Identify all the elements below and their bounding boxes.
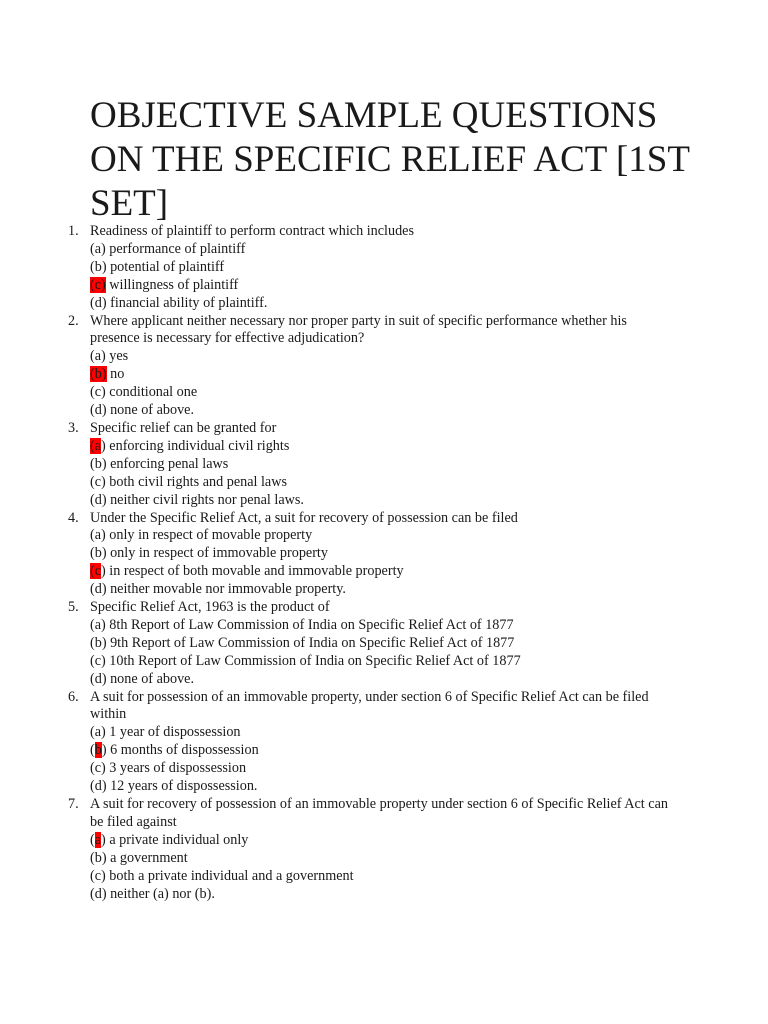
question-number: 4. <box>68 509 79 526</box>
question-text: Specific Relief Act, 1963 is the product of <box>90 599 330 616</box>
question-number: 6. <box>68 688 79 705</box>
option-text: (b) 9th Report of Law Commission of India on Specific Relief Act of 1877 <box>90 634 515 651</box>
answer-highlight: (c <box>90 563 102 580</box>
question-number: 2. <box>68 312 79 329</box>
answer-option <box>90 760 768 778</box>
answer-highlight: a <box>94 831 102 848</box>
option-text: (c) both civil rights and penal laws <box>90 473 287 490</box>
question-number: 3. <box>68 419 79 436</box>
answer-option <box>90 724 768 742</box>
question-text: Readiness of plaintiff to perform contract which includes <box>90 223 414 239</box>
answer-option <box>90 850 768 868</box>
answer-option <box>90 402 768 420</box>
option-text: (d) 12 years of dispossession. <box>90 778 258 795</box>
option-text: (d) neither movable nor immovable property. <box>90 581 346 598</box>
option-text: (b) a government <box>90 849 188 866</box>
option-list <box>0 438 768 510</box>
answer-option <box>90 581 768 599</box>
answer-highlight: (b) <box>90 366 107 383</box>
option-text: ) enforcing individual civil rights <box>101 437 290 454</box>
question-item <box>0 689 768 796</box>
option-text: (c) 10th Report of Law Commission of India on Specific Relief Act of 1877 <box>90 652 521 669</box>
option-list <box>0 724 768 796</box>
option-text: ) a private individual only <box>101 831 249 848</box>
option-list <box>0 241 768 313</box>
answer-option <box>90 259 768 277</box>
answer-option <box>90 832 768 850</box>
answer-option <box>90 868 768 886</box>
answer-option <box>90 886 768 904</box>
option-text: willingness of plaintiff <box>105 276 239 293</box>
question-text: Specific relief can be granted for <box>90 419 277 436</box>
answer-option <box>90 742 768 760</box>
option-text: (a) yes <box>90 348 129 365</box>
option-text: (b) enforcing penal laws <box>90 455 229 472</box>
answer-option <box>90 527 768 545</box>
question-text: Where applicant neither necessary nor proper party in suit of specific performance whether his presence is necessary for effective adjudication? <box>90 312 627 347</box>
answer-option <box>90 295 768 313</box>
question-item <box>0 420 768 510</box>
option-text: (d) neither (a) nor (b). <box>90 885 215 902</box>
answer-option <box>90 492 768 510</box>
option-text: (b) only in respect of immovable property <box>90 545 328 562</box>
answer-option <box>90 563 768 581</box>
option-text: (a) 8th Report of Law Commission of India on Specific Relief Act of 1877 <box>90 616 514 633</box>
question-number: 7. <box>68 796 79 812</box>
question-item <box>0 510 768 600</box>
option-list <box>0 527 768 599</box>
answer-option <box>90 277 768 295</box>
question-text: A suit for recovery of possession of an immovable property under section 6 of Specific Relief Act can be filed against <box>90 796 668 830</box>
option-prefix: ( <box>90 831 95 848</box>
question-item <box>0 796 768 903</box>
question-text: Under the Specific Relief Act, a suit for recovery of possession can be filed <box>90 509 518 526</box>
answer-highlight: (c) <box>90 276 106 293</box>
answer-option <box>90 653 768 671</box>
question-number: 5. <box>68 599 79 616</box>
option-text: (d) neither civil rights nor penal laws. <box>90 491 304 508</box>
question-text: A suit for possession of an immovable property, under section 6 of Specific Relief Act can be filed within <box>90 688 649 723</box>
option-text: (b) potential of plaintiff <box>90 258 225 275</box>
question-item <box>0 599 768 689</box>
option-text: (c) 3 years of dispossession <box>90 760 247 777</box>
question-number: 1. <box>68 223 79 239</box>
option-text: (c) both a private individual and a government <box>90 867 354 884</box>
option-list <box>0 832 768 904</box>
answer-option <box>90 384 768 402</box>
option-text: (c) conditional one <box>90 384 198 401</box>
option-prefix: ( <box>90 742 95 759</box>
option-list <box>0 348 768 420</box>
answer-highlight: b <box>94 742 102 759</box>
answer-option <box>90 241 768 259</box>
option-text: (d) none of above. <box>90 670 195 687</box>
answer-option <box>90 545 768 563</box>
question-list <box>0 223 768 903</box>
option-text: (d) financial ability of plaintiff. <box>90 294 268 311</box>
option-text: ) 6 months of dispossession <box>101 742 259 759</box>
option-text: (d) none of above. <box>90 402 195 419</box>
answer-option <box>90 617 768 635</box>
option-text: ) in respect of both movable and immovable property <box>101 563 404 580</box>
answer-option <box>90 348 768 366</box>
option-text: (a) performance of plaintiff <box>90 240 246 257</box>
answer-option <box>90 438 768 456</box>
question-item <box>0 313 768 420</box>
answer-option <box>90 474 768 492</box>
answer-option <box>90 366 768 384</box>
option-text: (a) 1 year of dispossession <box>90 724 241 741</box>
answer-highlight: (a <box>90 437 102 454</box>
answer-option <box>90 456 768 474</box>
answer-option <box>90 671 768 689</box>
page-title: OBJECTIVE SAMPLE QUESTIONS ON THE SPECIFIC RELIEF ACT [1ST SET] <box>90 95 690 224</box>
question-item <box>0 223 768 313</box>
answer-option <box>90 635 768 653</box>
option-list <box>0 617 768 689</box>
option-text: (a) only in respect of movable property <box>90 527 313 544</box>
answer-option <box>90 778 768 796</box>
option-text: no <box>106 366 125 383</box>
